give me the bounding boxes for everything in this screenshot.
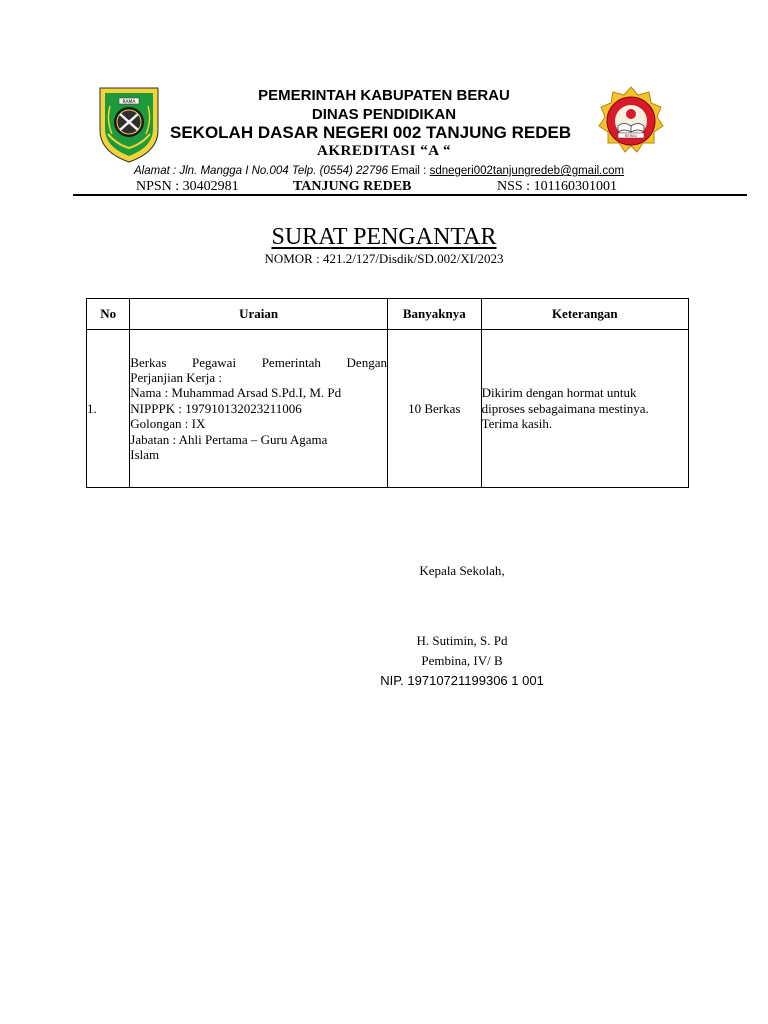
letter-title: SURAT PENGANTAR: [271, 224, 497, 250]
email-label: Email :: [391, 165, 427, 177]
email-link[interactable]: sdnegeri002tanjungredeb@gmail.com: [429, 165, 625, 177]
uraian-line: Nama : Muhammad Arsad S.Pd.I, M. Pd: [130, 385, 342, 401]
nss-text: NSS : 101160301001: [497, 179, 618, 194]
items-table: [86, 298, 689, 488]
svg-text:RAMA: RAMA: [122, 100, 136, 105]
uraian-line: Islam: [130, 447, 160, 463]
letterhead-school-name: SEKOLAH DASAR NEGERI 002 TANJUNG REDEB: [170, 123, 572, 142]
header-no: No: [87, 299, 130, 330]
uraian-line: Perjanjian Kerja :: [130, 369, 222, 385]
keterangan-line: Dikirim dengan hormat untuk: [481, 385, 637, 401]
npsn-text: NPSN : 30402981: [136, 179, 239, 194]
letterhead-divider: [73, 194, 747, 196]
uraian-line: Golongan : IX: [130, 416, 206, 432]
city-text: TANJUNG REDEB: [293, 179, 412, 194]
table-header-row: [87, 299, 689, 330]
signature-nip: NIP. 19710721199306 1 001: [380, 673, 544, 688]
header-uraian: Uraian: [130, 299, 388, 330]
cell-keterangan: [481, 330, 688, 488]
letterhead-government: PEMERINTAH KABUPATEN BERAU: [258, 87, 510, 104]
cell-uraian: [130, 330, 388, 488]
signature-name: H. Sutimin, S. Pd: [416, 633, 508, 648]
letterhead-address: [134, 165, 624, 177]
cell-no: 1.: [87, 330, 130, 488]
keterangan-line: Terima kasih.: [481, 416, 553, 432]
table-row: [87, 330, 689, 488]
keterangan-line: diproses sebagaimana mestinya.: [481, 400, 649, 416]
uraian-line: Berkas Pegawai Pemerintah Dengan: [130, 354, 387, 370]
address-text: Alamat : Jln. Mangga I No.004 Telp. (0554) 22796: [134, 165, 389, 177]
uraian-line: NIPPPK : 197910132023211006: [130, 400, 302, 416]
signature-role: Kepala Sekolah,: [419, 563, 505, 578]
header-keterangan: Keterangan: [481, 299, 688, 330]
header-banyaknya: Banyaknya: [387, 299, 481, 330]
cell-banyaknya: 10 Berkas: [387, 330, 481, 488]
uraian-line: Jabatan : Ahli Pertama – Guru Agama: [130, 431, 328, 447]
signature-rank: Pembina, IV/ B: [421, 653, 503, 668]
letterhead-accreditation: AKREDITASI “A “: [317, 143, 451, 159]
letter-number: NOMOR : 421.2/127/Disdik/SD.002/XI/2023: [264, 251, 504, 266]
letterhead-department: DINAS PENDIDIKAN: [311, 106, 457, 123]
svg-text:BERAU: BERAU: [624, 134, 638, 138]
